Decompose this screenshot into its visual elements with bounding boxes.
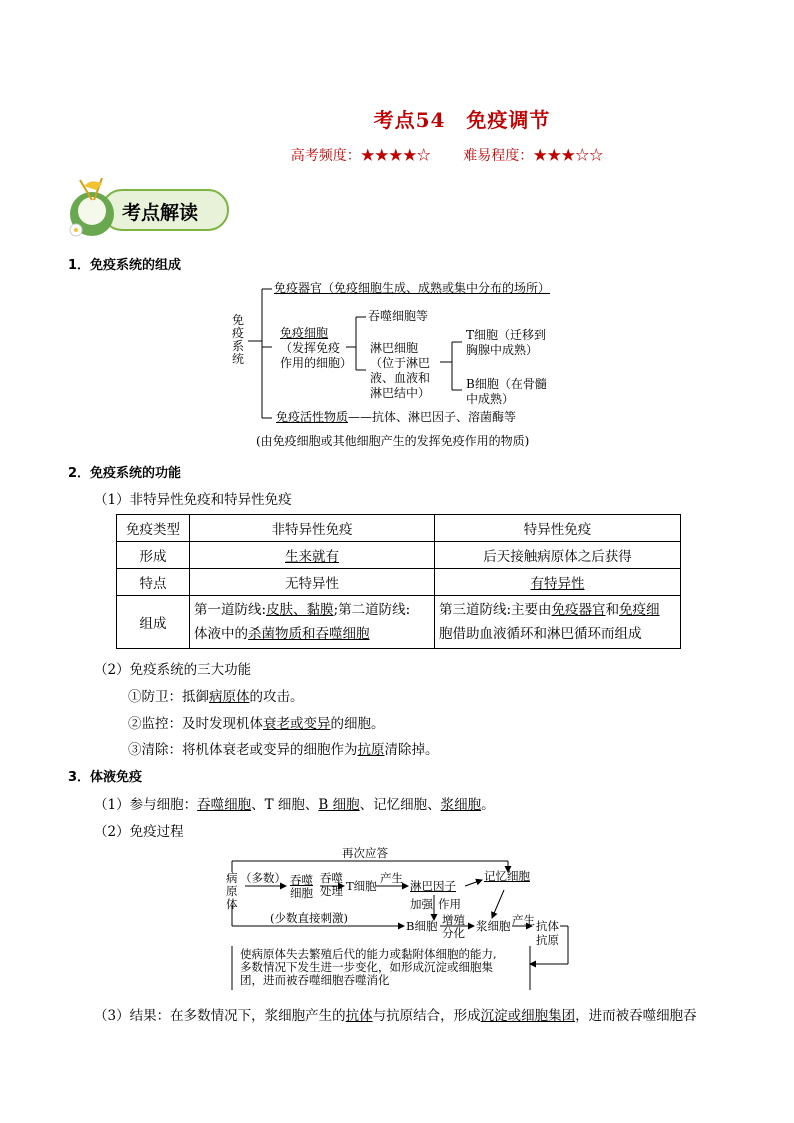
c-text: 、记忆细胞、 [359,797,441,813]
banner-text: 考点解读 [122,202,199,224]
t-text: 杀菌物质和吞噬细胞 [248,626,370,642]
c-text: 、T 细胞、 [251,797,319,813]
table-cell: 后天接触病原体之后获得 [435,542,681,569]
r-text: 团，进而被吞噬细胞吞噬消化 [240,973,390,987]
t-text: 胞借助血液循环和淋巴循环而组成 [439,626,642,642]
p-text: ，进而被吞噬细胞吞 [575,1008,697,1024]
organ-text: 免疫器官（免疫细胞生成、成熟或集中分布的场所） [274,281,551,295]
f-text: ③清除：将机体衰老或变异的细胞作为 [128,742,358,758]
t-text: 第三道防线:主要由 [439,602,552,618]
cell-desc-1: （发挥免疫 [280,341,341,355]
n-text: 吞噬 [320,871,343,885]
lym-2: （位于淋巴 [370,356,431,370]
result-paragraph [94,1004,697,1024]
p-text: （3）结果：在多数情况下，浆细胞产生的 [94,1008,346,1024]
t-text: 体液中的 [194,626,248,642]
sub-heading-2-1: （1）非特异性免疫和特异性免疫 [94,492,292,508]
enhance-label: 加强 [410,897,433,911]
b-2: 中成熟） [466,392,515,406]
produce-label: 产生 [380,871,403,885]
few-label: (少数直接刺激) [270,911,348,925]
page-title: 考点54 免疫调节 [373,108,551,132]
table-cell: 特点 [117,569,190,596]
c-text: B 细胞 [318,797,360,813]
result-box [240,948,497,987]
t-2: 胸腺中成熟） [466,343,539,357]
f-text: 的攻击。 [249,689,304,705]
antigen-node: 抗原 [536,933,559,947]
difficulty-rating: 难易程度：★★★☆☆ [463,148,604,164]
lym-1: 淋巴细胞 [370,341,419,355]
pathogen-label: 病原体 [226,871,238,911]
c-text: （1）参与细胞： [94,797,198,813]
t-text: 第一道防线: [194,602,267,618]
n-text: 分化 [442,926,465,940]
substance-list: ——抗体、淋巴因子、溶菌酶等 [348,410,517,424]
sub-heading-2-2: （2）免疫系统的三大功能 [94,662,252,678]
f-text: ②监控：及时发现机体 [128,716,263,732]
c-text: 。 [481,797,495,813]
antibody-node: 抗体 [536,919,559,933]
cell-text: 生来就有 [285,549,339,565]
t-text: 和 [605,602,620,618]
substance-note: (由免疫细胞或其他细胞产生的发挥免疫作用的物质) [256,434,530,448]
n-text: 吞噬 [290,873,313,887]
f-text: 病原体 [209,689,250,705]
p-text: 与抗原结合，形成 [372,1008,481,1024]
majority-label: （多数） [240,871,286,885]
plasma-node: 浆细胞 [476,919,511,933]
n-text: 细胞 [290,886,313,900]
section-2-heading: 2．免疫系统的功能 [68,466,182,481]
proliferate-label [442,914,465,940]
table-cell: 形成 [117,542,190,569]
table-cell: 组成 [117,596,190,649]
memory-node [484,870,530,883]
t-text: 免疫器官 [551,602,606,618]
substance-title: 免疫活性物质 [276,410,349,424]
sub-heading-3-2: （2）免疫过程 [94,824,184,840]
f-text: ①防卫：抵御 [128,689,209,705]
cell-desc-2: 作用的细胞） [280,356,353,370]
t-1: T细胞（迁移到 [466,328,547,342]
b-cell-node: B细胞 [406,919,438,933]
table-cell: 无特异性 [190,569,435,596]
f-text: 的细胞。 [330,716,385,732]
frequency-rating: 高考频度：★★★★☆ [290,148,431,164]
f-text: 衰老或变异 [263,716,331,732]
f-text: 清除掉。 [384,742,439,758]
lym-3: 液、血液和 [370,371,431,385]
table-cell: 非特异性免疫 [190,515,435,542]
table-cell: 免疫类型 [117,515,190,542]
section-1-heading: 1．免疫系统的组成 [68,258,182,273]
system-label: 免疫系统 [232,313,245,366]
cell-title: 免疫细胞 [280,326,329,340]
n-text: 记忆细胞 [484,869,530,883]
process-label [320,872,343,898]
again-label: 再次应答 [342,846,388,860]
c-text: 浆细胞 [440,797,482,813]
t-text: ;第二道防线: [333,602,411,618]
t-text: 皮肤、黏膜 [266,602,334,618]
action-label: 作用 [438,897,461,911]
section-3-heading: 3．体液免疫 [68,770,143,785]
phagocyte-node [290,874,313,900]
r-text: 多数情况下发生进一步变化，如形成沉淀或细胞集 [240,960,493,974]
p-text: 抗体 [345,1008,373,1024]
table-cell: 特异性免疫 [435,515,681,542]
phagocyte-label: 吞噬细胞等 [368,309,429,323]
c-text: 吞噬细胞 [197,797,252,813]
n-text: 淋巴因子 [410,879,456,893]
t-cell-node: T细胞 [346,879,377,893]
lymphokine-node [410,880,456,893]
b-1: B细胞（在骨髓 [466,377,547,391]
r-text: 使病原体失去繁殖后代的能力或黏附体细胞的能力, [240,947,497,961]
n-text: 增殖 [442,913,465,927]
lym-4: 淋巴结中） [370,386,431,400]
produce2-label: 产生 [512,913,535,927]
p-text: 沉淀或细胞集团 [480,1008,576,1024]
t-text: 免疫细 [619,602,660,618]
n-text: 处理 [320,884,343,898]
f-text: 抗原 [357,742,385,758]
cell-text: 有特异性 [530,576,585,592]
